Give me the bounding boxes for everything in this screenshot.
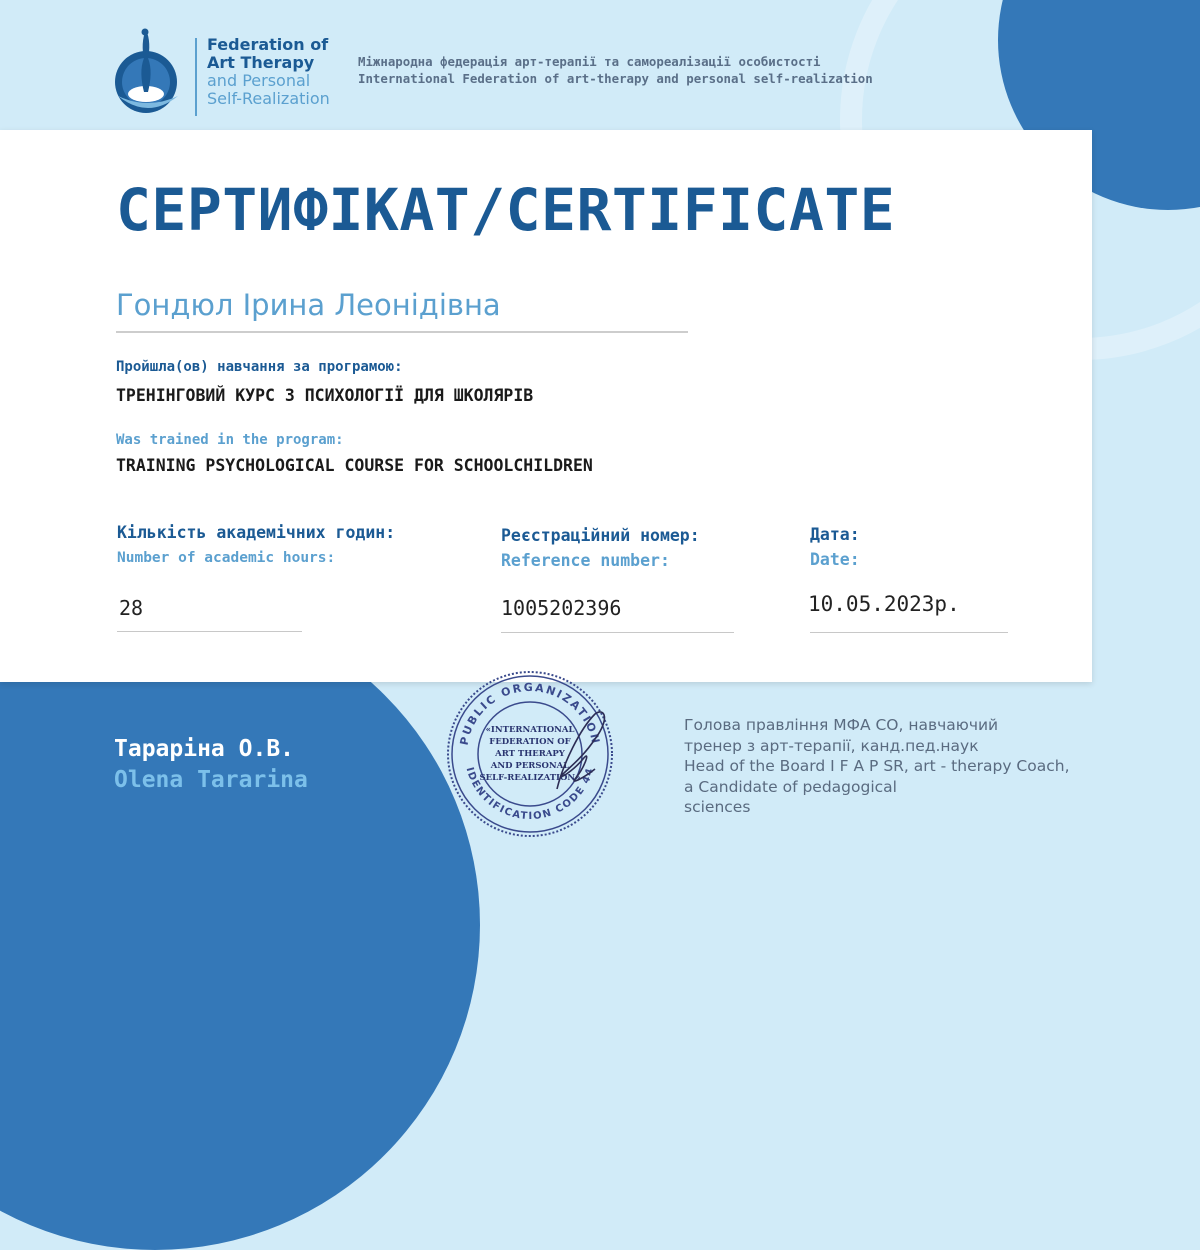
hours-value: 28	[119, 596, 144, 620]
header-en: International Federation of art-therapy and personal self-realization	[358, 71, 873, 86]
logo-line-1: Federation of	[207, 35, 329, 54]
stamp-seal-icon	[445, 669, 615, 839]
hours-label-ua: Кількість академічних годин:	[117, 523, 396, 542]
program-ua-value: ТРЕНІНГОВИЙ КУРС З ПСИХОЛОГІЇ ДЛЯ ШКОЛЯРІВ	[116, 386, 534, 405]
signer-desc-line-2: тренер з арт-терапії, канд.пед.наук	[684, 736, 979, 755]
signer-desc-line-3: Head of the Board I F A P SR, art - therapy Coach,	[684, 757, 1070, 775]
ref-underline	[501, 632, 734, 633]
ref-label-en: Reference number:	[501, 551, 670, 570]
stamp-line-2: FEDERATION OF	[489, 737, 571, 747]
date-value: 10.05.2023р.	[808, 592, 960, 616]
program-en-label: Was trained in the program:	[116, 432, 344, 448]
signer-description	[684, 715, 1070, 818]
date-label-ua: Дата:	[810, 525, 860, 544]
certificate-title: СЕРТИФІКАТ/CERTIFICATE	[116, 176, 896, 244]
signer-desc-line-4: a Candidate of pedagogical	[684, 777, 897, 796]
header-ua: Міжнародна федерація арт-терапії та самореалізації особистості	[358, 54, 821, 69]
stamp-bottom-arc: IDENTIFICATION CODE 44	[463, 766, 597, 823]
program-en-value: TRAINING PSYCHOLOGICAL COURSE FOR SCHOOLCHILDREN	[116, 456, 593, 475]
signer-desc-line-1: Голова правління МФА СО, навчаючий	[684, 716, 999, 734]
program-ua-label: Пройшла(ов) навчання за програмою:	[116, 359, 403, 375]
federation-logo	[108, 24, 188, 120]
stamp-line-3: ART THERAPY	[495, 749, 565, 759]
decor-circle-bottom-left	[0, 600, 480, 1250]
stamp-top-arc: PUBLIC ORGANIZATION	[457, 680, 603, 747]
recipient-name: Гондюл Ірина Леонідівна	[116, 288, 501, 322]
signer-name-en: Olena Tararina	[114, 767, 308, 793]
signer-name-ua: Тараріна О.В.	[114, 736, 295, 762]
signer-desc-line-5: sciences	[684, 798, 751, 816]
stamp-line-5: SELF-REALIZATION»	[479, 773, 581, 783]
ref-label-ua: Реєстраційний номер:	[501, 526, 700, 545]
official-stamp	[445, 669, 615, 839]
hours-underline	[117, 631, 302, 632]
ref-value: 1005202396	[501, 596, 622, 620]
date-underline	[810, 632, 1008, 633]
hours-label-en: Number of academic hours:	[117, 550, 336, 566]
logo-line-3: and Personal	[207, 71, 311, 90]
logo-figure-icon	[108, 24, 188, 120]
stamp-line-4: AND PERSONAL	[490, 761, 570, 771]
logo-line-2: Art Therapy	[207, 53, 315, 72]
logo-text	[207, 36, 330, 108]
recipient-underline	[116, 331, 688, 333]
logo-line-4: Self-Realization	[207, 89, 330, 108]
date-label-en: Date:	[810, 550, 860, 569]
logo-divider	[195, 38, 197, 116]
stamp-line-1: «INTERNATIONAL	[485, 725, 575, 735]
